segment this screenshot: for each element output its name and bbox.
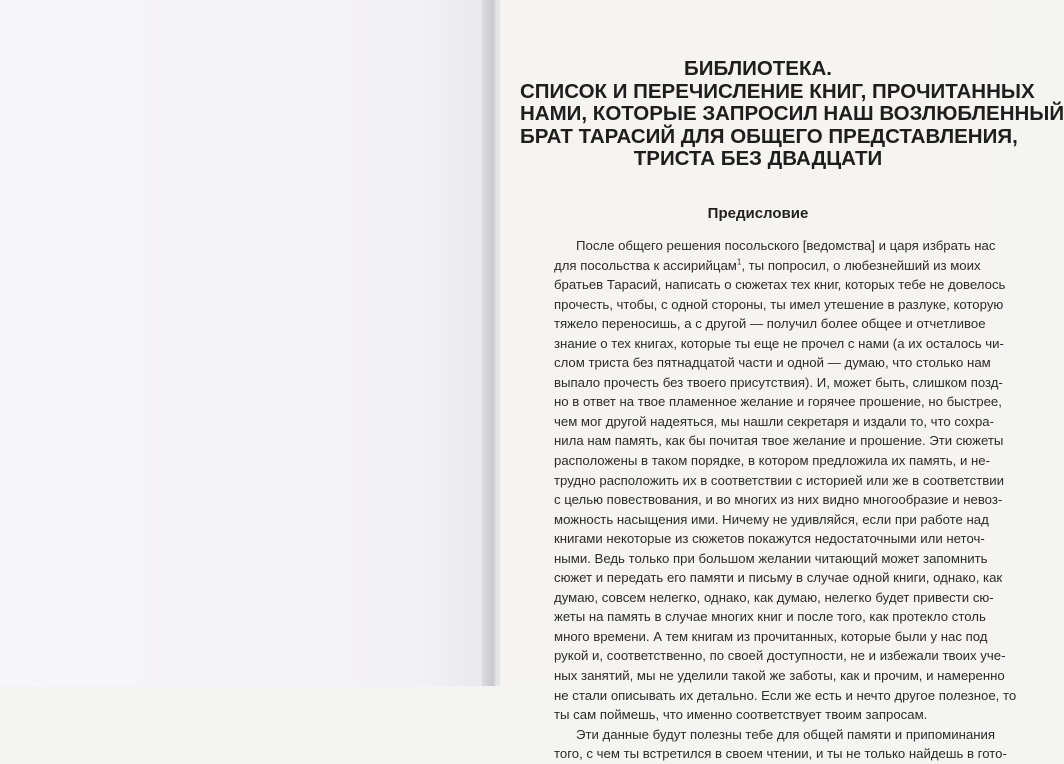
title-line: БРАТ ТАРАСИЙ ДЛЯ ОБЩЕГО ПРЕДСТАВЛЕНИЯ, xyxy=(520,124,1018,148)
text-line: думаю, совсем нелегко, однако, как думаю, нелегко будет привести сю- xyxy=(554,589,994,605)
text-line xyxy=(554,256,981,276)
footnote-marker: 1 xyxy=(736,257,742,267)
text-line-part: для посольства к ассирийцам xyxy=(554,257,737,273)
text-line: много времени. А тем книгам из прочитанных, которые были у нас под xyxy=(554,628,988,644)
text-line: После общего решения посольского [ведомства] и царя избрать нас xyxy=(576,238,996,253)
text-line: ных занятий, мы не уделили такой же заботы, как и прочим, и намеренно xyxy=(554,668,1005,684)
text-line: ты сам поймешь, что именно соответствует твоим запросам. xyxy=(554,707,928,723)
text-line: тяжело переносишь, а с другой — получил более общее и отчетливое xyxy=(554,316,986,332)
text-line: братьев Тарасий, написать о сюжетах тех книг, которых тебе не довелось xyxy=(554,277,1006,293)
left-page-blank xyxy=(0,0,486,686)
text-line: но в ответ на твое пламенное желание и горячее прошение, но быстрее, xyxy=(554,394,1002,410)
text-line: выпало прочесть без твоего присутствия). И, может быть, слишком позд- xyxy=(554,374,1003,390)
chapter-title xyxy=(520,57,1064,171)
title-line: БИБЛИОТЕКА. xyxy=(684,57,832,80)
title-line: ТРИСТА БЕЗ ДВАДЦАТИ xyxy=(633,147,883,170)
text-line: можность насыщения ими. Ничему не удивляйся, если при работе над xyxy=(554,511,989,527)
text-line: знание о тех книгах, которые ты еще не прочел с нами (а их осталось чи- xyxy=(554,335,1004,351)
title-line: СПИСОК И ПЕРЕЧИСЛЕНИЕ КНИГ, ПРОЧИТАННЫХ xyxy=(520,79,1035,103)
text-line: расположены в таком порядке, в котором предложила их память, и не- xyxy=(554,453,990,469)
text-line: слом триста без пятнадцатой части и одной — думаю, что столько нам xyxy=(554,355,991,371)
text-line: прочесть, чтобы, с одной стороны, ты имел утешение в разлуке, которую xyxy=(554,296,1004,312)
text-line: сюжет и передать его памяти и письму в случае одной книги, однако, как xyxy=(554,570,1003,586)
text-line: книгами некоторые из сюжетов покажутся недостаточными или неточ- xyxy=(554,531,985,547)
text-line-part: , ты попросил, о любезнейший из моих xyxy=(741,257,981,273)
text-line: не стали описывать их детально. Если же есть и нечто другое полезное, то xyxy=(554,687,1017,703)
text-line: ными. Ведь только при большом желании читающий может запомнить xyxy=(554,550,988,566)
text-line: рукой и, соответственно, по своей доступности, не и избежали твоих уче- xyxy=(554,648,1006,664)
body-text xyxy=(554,236,1017,764)
text-line: того, с чем ты встретился в своем чтении, и ты не только найдешь в гото- xyxy=(554,746,1007,762)
text-line: жеты на память в случае многих книг и после того, как протекло столь xyxy=(554,609,986,625)
text-line: Эти данные будут полезны тебе для общей памяти и припоминания xyxy=(576,726,995,742)
text-line: трудно расположить их в соответствии с историей или же в соответствии xyxy=(554,472,1005,488)
text-line: нила нам память, как бы почитая твое желание и прошение. Эти сюжеты xyxy=(554,433,1004,449)
section-heading: Предисловие xyxy=(707,205,809,222)
text-line: чем мог другой надеяться, мы нашли секретаря и издали то, что сохра- xyxy=(554,413,995,429)
text-line: с целью повествования, и во многих из них видно многообразие и невоз- xyxy=(554,492,1003,508)
title-line: НАМИ, КОТОРЫЕ ЗАПРОСИЛ НАШ ВОЗЛЮБЛЕННЫЙ xyxy=(520,102,1064,125)
